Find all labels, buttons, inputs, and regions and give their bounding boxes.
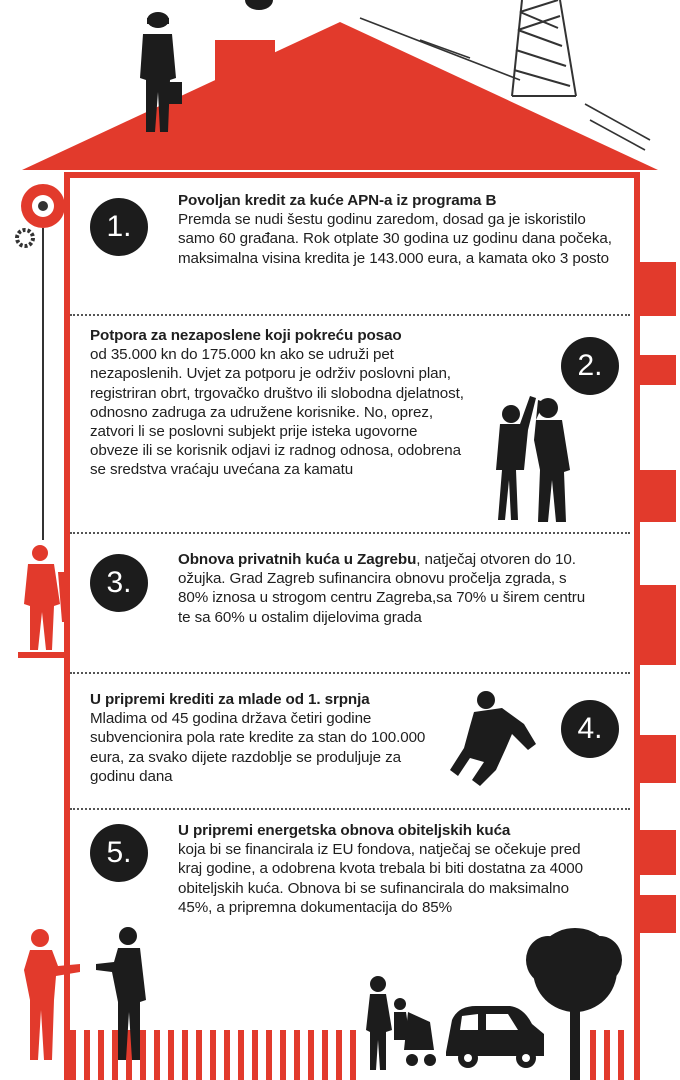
jumping-person-icon — [450, 691, 536, 786]
item-text — [90, 326, 465, 480]
item-text — [178, 550, 598, 627]
antenna-icon — [512, 0, 576, 96]
worker-left-icon — [24, 545, 68, 650]
item-title: U pripremi krediti za mlade od 1. srpnja — [90, 691, 370, 708]
item-body: Premda se nudi šestu godinu zaredom, dosad ga je iskoristilo samo 60 građana. Rok otplate 30 godina uz godinu dana počeka, maksimalna visina kredita je 143.000 eura, a kamata oko 3 posto — [178, 211, 612, 267]
item-body: , natječaj otvoren do 10. ožujka. Grad Zagreb sufinancira obnovu pročelja zgrada, s 80% iznosa u strogom centru Zagreba,sa 70% u širem centru te sa 60% u ostalim dijelovima grada — [178, 551, 586, 626]
high-five-people-icon — [496, 396, 570, 522]
divider — [70, 532, 630, 534]
divider — [70, 314, 630, 316]
divider — [70, 672, 630, 674]
item-title: Obnova privatnih kuća u Zagrebu — [178, 551, 417, 568]
item-number: 4. — [561, 700, 619, 758]
family-stroller-icon — [366, 976, 436, 1070]
item-number: 1. — [90, 198, 148, 256]
gear-icon — [17, 184, 65, 246]
item-number: 2. — [561, 337, 619, 395]
item-number: 3. — [90, 554, 148, 612]
item-number: 5. — [90, 824, 148, 882]
item-text — [178, 191, 618, 268]
item-title: Potpora za nezaposlene koji pokreću posao — [90, 327, 402, 344]
right-side-blocks — [634, 262, 676, 933]
item-text — [90, 690, 440, 786]
item-text — [178, 821, 598, 917]
left-wall — [64, 172, 70, 1080]
chimney — [215, 40, 275, 90]
divider — [70, 808, 630, 810]
item-body: od 35.000 kn do 175.000 kn ako se udruži pet nezaposlenih. Uvjet za potporu je održiv poslovni plan, registriran obrt, trgovačko društvo ili slobodna djelatnost, odnosno zadruga za udružene korisnike. No, oprez, zatvori li se poslovni subjekt prije isteka ugovorne obveze ili se korisnik odjavi iz radnog odnosa, odobrena se sredstva vraćaju uvećana za kamatu — [90, 346, 464, 479]
item-body: koja bi se financirala iz EU fondova, natječaj se očekuje pred kraj godine, a odobrena kvota trebala bi biti dostatna za 4000 obiteljskih kuća. Obnova bi se sufinancirala do maksimalno 45%, a pripremna dokumentacija do 85% — [178, 841, 583, 916]
item-title: Povoljan kredit za kuće APN-a iz programa B — [178, 192, 497, 209]
car-icon — [446, 1006, 544, 1068]
item-body: Mladima od 45 godina država četiri godine subvencionira pola rate kredite za stan do 100.000 eura, za svako dijete razdoblje se produljuje za godinu dana — [90, 710, 426, 785]
item-title: U pripremi energetska obnova obiteljskih kuća — [178, 822, 511, 839]
